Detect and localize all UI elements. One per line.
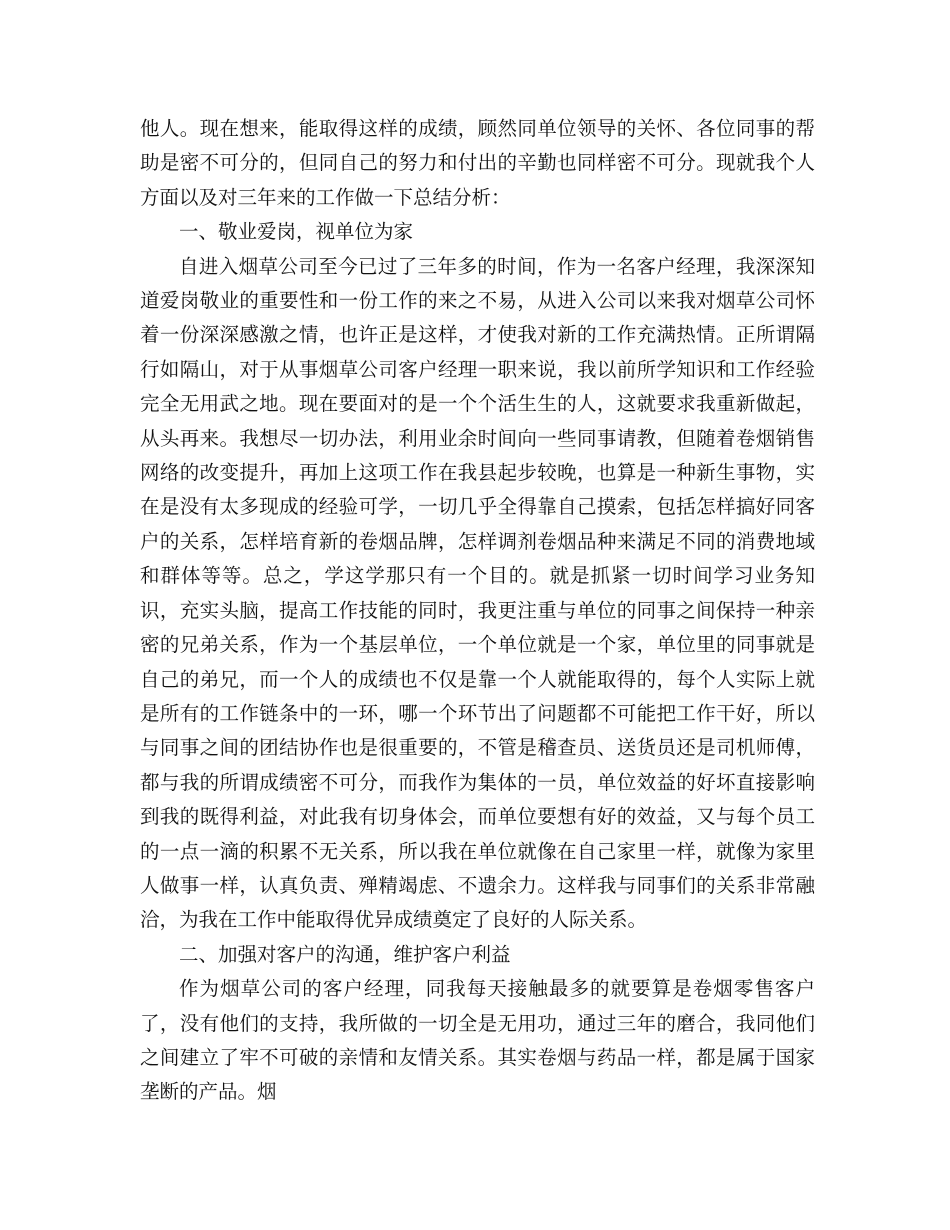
section-heading-2: 二、加强对客户的沟通，维护客户利益 [179,942,511,966]
section-heading-1: 一、敬业爱岗，视单位为家 [179,220,414,244]
paragraph-body-1: 自进入烟草公司至今已过了三年多的时间，作为一名客户经理，我深深知道爱岗敬业的重要性和一份工作的来之不易，从进入公司以来我对烟草公司怀着一份深深感激之情，也许正是这样，才使我对新的工作充满热情。正所谓隔行如隔山，对于从事烟草公司客户经理一职来说，我以前所学知识和工作经验完全无用武之地。现在要面对的是一个个活生生的人，这就要求我重新做起，从头再来。我想尽一切办法，利用业余时间向一些同事请教，但随着卷烟销售网络的改变提升，再加上这项工作在我县起步较晚，也算是一种新生事物，实在是没有太多现成的经验可学，一切几乎全得靠自己摸索，包括怎样搞好同客户的关系，怎样培育新的卷烟品牌，怎样调剂卷烟品种来满足不同的消费地域和群体等等。总之，学这学那只有一个目的。就是抓紧一切时间学习业务知识，充实头脑，提高工作技能的同时，我更注重与单位的同事之间保持一种亲密的兄弟关系，作为一个基层单位，一个单位就是一个家，单位里的同事就是自己的弟兄，而一个人的成绩也不仅是靠一个人就能取得的，每个人实际上就是所有的工作链条中的一环，哪一个环节出了问题都不可能把工作干好，所以与同事之间的团结协作也是很重要的，不管是稽查员、送货员还是司机师傅，都与我的所谓成绩密不可分，而我作为集体的一员，单位效益的好坏直接影响到我的既得利益，对此我有切身体会，而单位要想有好的效益，又与每个员工的一点一滴的积累不无关系，所以我在单位就像在自己家里一样，就像为家里人做事一样，认真负责、殚精竭虑、不遗余力。这样我与同事们的关系非常融洽，为我在工作中能取得优异成绩奠定了良好的人际关系。 [140,254,815,932]
paragraph-body-2: 作为烟草公司的客户经理，同我每天接触最多的就要算是卷烟零售客户了，没有他们的支持，我所做的一切全是无用功，通过三年的磨合，我同他们之间建立了牢不可破的亲情和友情关系。其实卷烟与药品一样，都是属于国家垄断的产品。烟 [140,977,815,1104]
document-body [140,112,815,1110]
paragraph-continuation: 他人。现在想来，能取得这样的成绩，顾然同单位领导的关怀、各位同事的帮助是密不可分的，但同自己的努力和付出的辛勤也同样密不可分。现就我个人方面以及对三年来的工作做一下总结分析： [140,117,815,209]
